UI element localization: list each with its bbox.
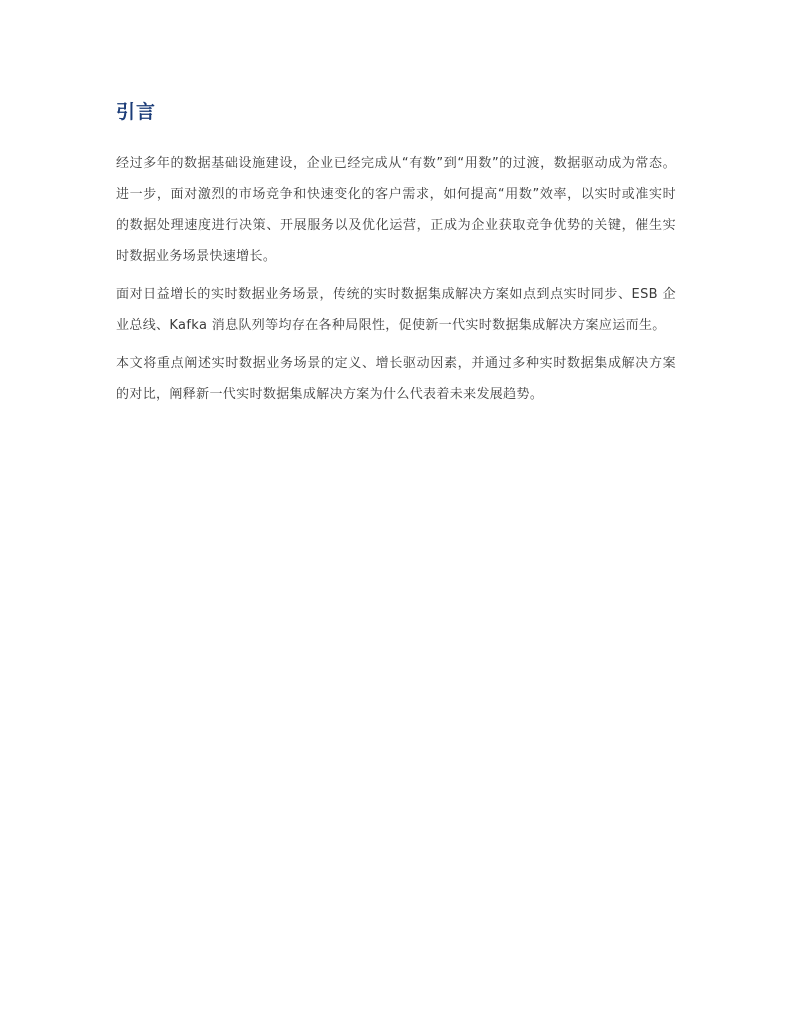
paragraph-2: 面对日益增长的实时数据业务场景，传统的实时数据集成解决方案如点到点实时同步、ESB 企业总线、Kafka 消息队列等均存在各种局限性，促使新一代实时数据集成解决方案应运而生。	[116, 287, 676, 333]
paragraph-3: 本文将重点阐述实时数据业务场景的定义、增长驱动因素，并通过多种实时数据集成解决方案的对比，阐释新一代实时数据集成解决方案为什么代表着未来发展趋势。	[116, 356, 676, 402]
section-body	[116, 148, 676, 417]
paragraph-1: 经过多年的数据基础设施建设，企业已经完成从“有数”到“用数”的过渡，数据驱动成为常态。进一步，面对激烈的市场竞争和快速变化的客户需求，如何提高“用数”效率，以实时或准实时的数据处理速度进行决策、开展服务以及优化运营，正成为企业获取竞争优势的关键，催生实时数据业务场景快速增长。	[116, 156, 676, 264]
section-heading: 引言	[116, 101, 157, 123]
